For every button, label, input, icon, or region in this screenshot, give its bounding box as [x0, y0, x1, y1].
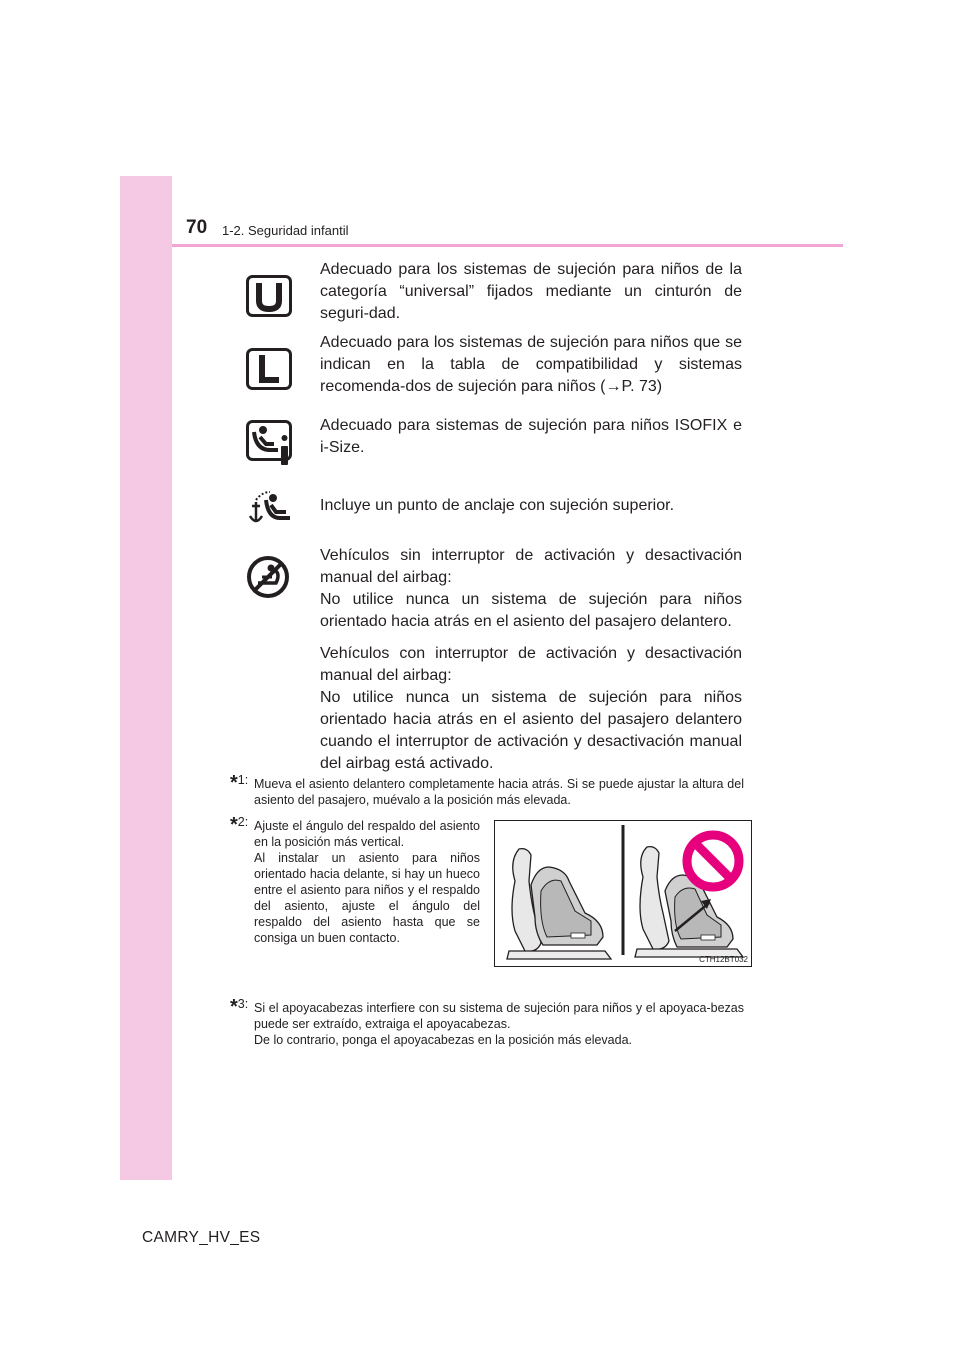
document-code: CAMRY_HV_ES [142, 1229, 261, 1246]
section-title: 1-2. Seguridad infantil [222, 223, 349, 238]
l-compatibility-icon [246, 348, 292, 390]
seat-illustration-figure [494, 820, 752, 967]
footnote-number: 2 [237, 815, 245, 829]
footnote-number: 1 [237, 773, 245, 787]
page-number: 70 [186, 217, 208, 238]
symbol-description-compatibility [320, 332, 742, 398]
symbol-description-universal [320, 259, 742, 325]
symbol-description-airbag-warning [320, 545, 742, 775]
footnote-line: Ajuste el ángulo del respaldo del asiento en la posición más vertical. [254, 819, 480, 849]
symbol-paragraph: Vehículos sin interruptor de activación y desactivación manual del airbag: [320, 547, 742, 586]
header-divider [172, 244, 843, 247]
footnote-text-2 [254, 818, 480, 946]
symbol-paragraph: Adecuado para sistemas de sujeción para niños ISOFIX e i-Size. [320, 417, 742, 456]
footnote-star: * [230, 772, 238, 794]
footnote-line: Si el apoyacabezas interfiere con su sistema de sujeción para niños y el apoyaca-bezas puede ser extraído, extraiga el apoyacabezas. [254, 1001, 744, 1031]
footnote-star: * [230, 996, 238, 1018]
figure-caption: CTH12BT032 [699, 955, 748, 964]
symbol-paragraph: No utilice nunca un sistema de sujeción para niños orientado hacia atrás en el asiento del pasajero delantero cuando el interruptor de activación y desactivación manual del airbag está activado. [320, 689, 742, 772]
thumb-index-sidebar [120, 176, 172, 1180]
u-universal-icon [246, 275, 292, 317]
footnote-marker-2: *2: [230, 814, 249, 836]
footnote-marker-3: *3: [230, 996, 249, 1018]
seat-illustration [495, 821, 751, 966]
footnote-text-1: Mueva el asiento delantero completamente hacia atrás. Si se puede ajustar la altura del asiento del pasajero, muévalo a la posición más elevada. [254, 777, 744, 807]
symbol-description-isofix [320, 415, 742, 459]
footnote-line: Al instalar un asiento para niños orientado hacia delante, si hay un hueco entre el asiento para niños y el respaldo del asiento, ajuste el ángulo del respaldo del asiento hasta que se consiga un buen contacto. [254, 851, 480, 945]
footnote-line: De lo contrario, ponga el apoyacabezas en la posición más elevada. [254, 1033, 633, 1047]
symbol-paragraph: Adecuado para los sistemas de sujeción para niños que se indican en la tabla de compatibilidad y sistemas recomenda-dos de sujeción para niños (→P. 73) [320, 334, 742, 395]
footnote-text-3 [254, 1000, 744, 1048]
top-tether-anchor-icon [246, 488, 294, 528]
footnote-marker-1: *1: [230, 772, 249, 794]
symbol-paragraph: Adecuado para los sistemas de sujeción para niños de la categoría “universal” fijados mediante un cinturón de seguri-dad. [320, 261, 742, 322]
symbol-paragraph: Vehículos con interruptor de activación y desactivación manual del airbag: [320, 645, 742, 684]
footnote-star: * [230, 814, 238, 836]
footnote-number: 3 [237, 997, 245, 1011]
no-rear-facing-seat-icon [246, 555, 290, 599]
symbol-paragraph: No utilice nunca un sistema de sujeción para niños orientado hacia atrás en el asiento del pasajero delantero. [320, 591, 742, 630]
symbol-description-top-tether [320, 495, 742, 517]
symbol-paragraph: Incluye un punto de anclaje con sujeción superior. [320, 497, 675, 514]
isofix-isize-icon [246, 420, 292, 466]
